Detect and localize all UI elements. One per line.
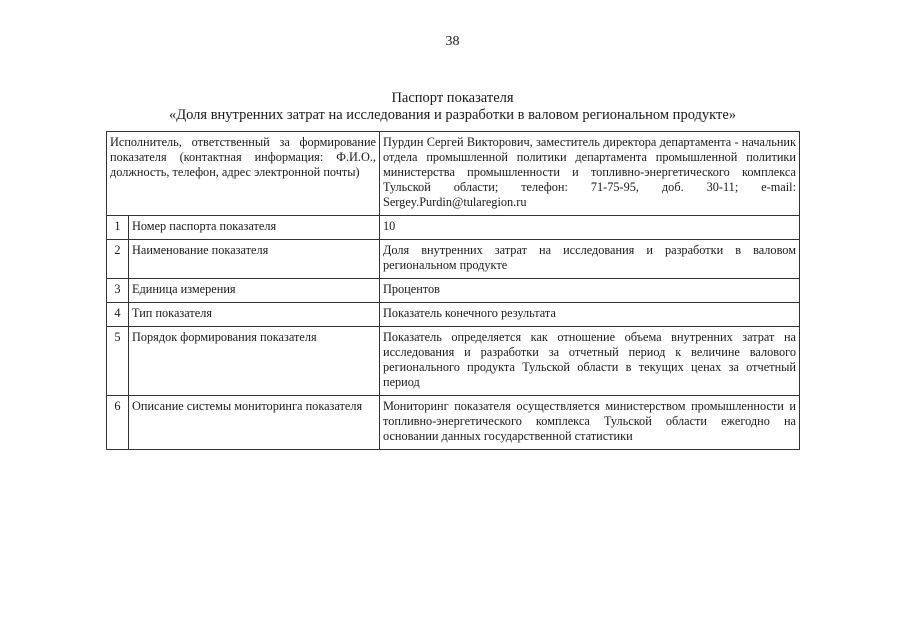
title-line-1: Паспорт показателя: [391, 90, 514, 106]
responsible-value: Пурдин Сергей Викторович, заместитель директора департамента - начальник отдела промышленной политики департамента промышленной политики министерства промышленности и топливно-энергетического комплекса Тульской области; телефон: 71-75-95, доб. 30-11; e-mail: Sergey.Purdin@tularegion.ru: [380, 132, 800, 216]
row-number: 6: [107, 396, 129, 450]
row-label: Единица измерения: [129, 279, 380, 303]
table-row: [107, 396, 800, 450]
row-value: Процентов: [380, 279, 800, 303]
row-value: Доля внутренних затрат на исследования и разработки в валовом региональном продукте: [380, 240, 800, 279]
row-label: Номер паспорта показателя: [129, 216, 380, 240]
row-number: 4: [107, 303, 129, 327]
passport-table: [106, 131, 800, 450]
table-row: [107, 327, 800, 396]
responsible-label: Исполнитель, ответственный за формирование показателя (контактная информация: Ф.И.О., должность, телефон, адрес электронной почты): [107, 132, 380, 216]
row-label: Порядок формирования показателя: [129, 327, 380, 396]
row-value: Показатель определяется как отношение объема внутренних затрат на исследования и разработки за отчетный период к величине валового регионального продукта Тульской области в текущих ценах за отчетный период: [380, 327, 800, 396]
row-label: Описание системы мониторинга показателя: [129, 396, 380, 450]
table-row: [107, 279, 800, 303]
row-number: 5: [107, 327, 129, 396]
table-row: [107, 240, 800, 279]
page-number: 38: [445, 34, 460, 49]
row-value: Показатель конечного результата: [380, 303, 800, 327]
row-label: Тип показателя: [129, 303, 380, 327]
row-value: 10: [380, 216, 800, 240]
document-title: [100, 90, 805, 124]
table-row: [107, 303, 800, 327]
title-line-2: «Доля внутренних затрат на исследования и разработки в валовом региональном продукте»: [168, 107, 737, 123]
row-value: Мониторинг показателя осуществляется министерством промышленности и топливно-энергетического комплекса Тульской области ежегодно на основании данных государственной статистики: [380, 396, 800, 450]
table-row: [107, 216, 800, 240]
row-number: 1: [107, 216, 129, 240]
table-row-responsible: [107, 132, 800, 216]
row-number: 3: [107, 279, 129, 303]
row-number: 2: [107, 240, 129, 279]
row-label: Наименование показателя: [129, 240, 380, 279]
